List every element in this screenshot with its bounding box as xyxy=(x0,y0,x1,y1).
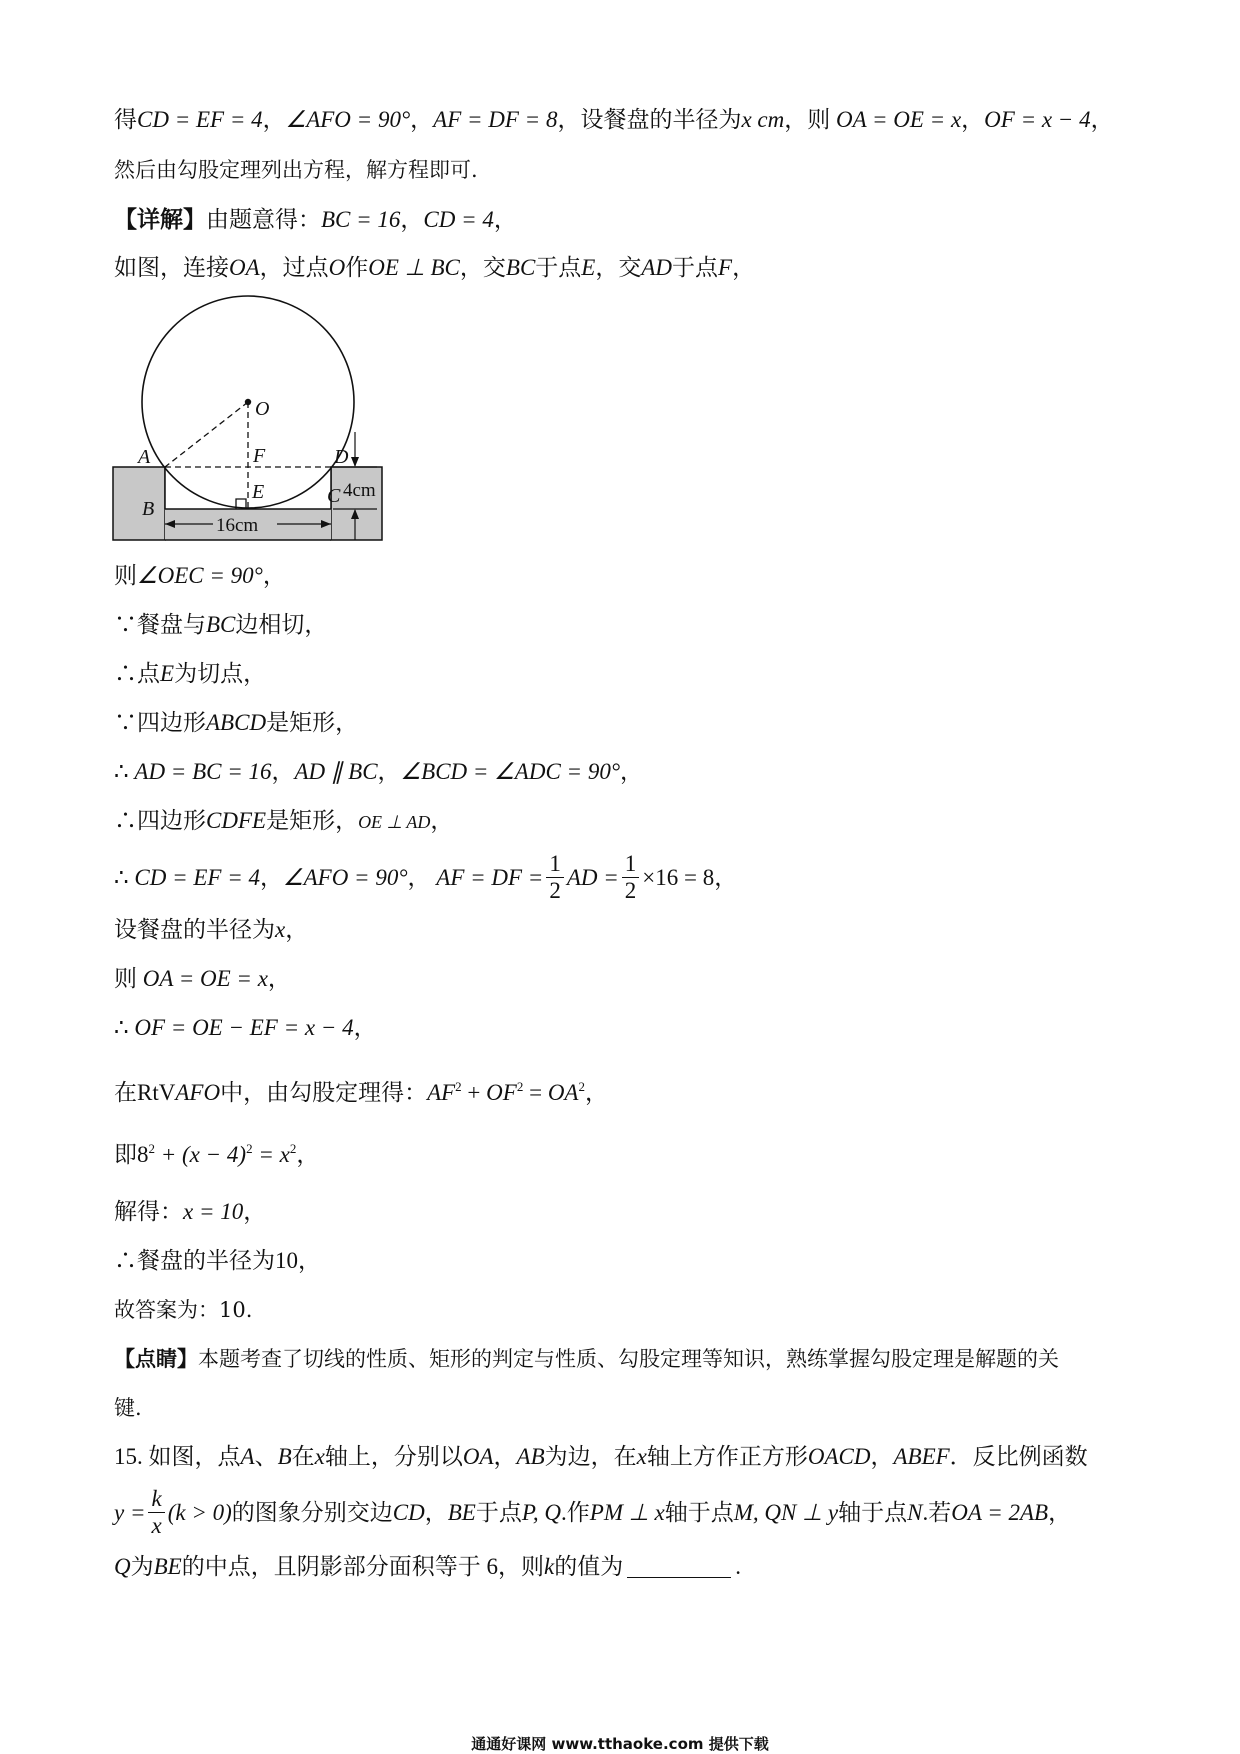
center-point xyxy=(245,399,251,405)
dim-width-label: 16cm xyxy=(216,515,259,536)
question-15-line: 15. 如图，点A、B在x轴上，分别以OA，AB为边，在x轴上方作正方形OACD，ABEF．反比例函数 xyxy=(114,1444,1088,1469)
text-line: 即$8^2 + (x - 4)^2 = x^2$， xyxy=(114,1141,320,1167)
tray-left-block xyxy=(113,467,165,540)
page-footer: 通通好课网 www.tthaoke.com 提供下载 xyxy=(471,1735,769,1753)
label-a: A xyxy=(138,446,151,468)
label-e: E xyxy=(252,481,265,503)
text-line: 故答案为：10. xyxy=(114,1298,253,1322)
text-line: ∴餐盘的半径为10， xyxy=(114,1248,321,1273)
text-line: 在RtVAFO中，由勾股定理得：$AF^2 + OF^2 = OA^2$， xyxy=(114,1079,608,1105)
text-line: ∴四边形CDFE是矩形，OE ⊥ AD， xyxy=(114,808,454,833)
text-line: 然后由勾股定理列出方程，解方程即可. xyxy=(114,158,478,182)
text-line: 解得：x = 10， xyxy=(114,1199,267,1224)
text-line: ∵四边形ABCD是矩形， xyxy=(114,710,359,735)
label-c: C xyxy=(327,485,341,507)
label-f: F xyxy=(253,445,266,467)
text-line: ∵餐盘与BC边相切， xyxy=(114,612,328,637)
text-line: 则∠OEC = 90°， xyxy=(114,563,286,588)
label-b: B xyxy=(142,498,155,520)
text-line: ∴ CD = EF = 4，∠AFO = 90°， AF = DF = $\frac{1}{2}$ AD = $\frac{1}{2}$ ×16 = 8， xyxy=(114,851,738,904)
fraction-k-over-x: $\frac{k}{x}$ xyxy=(148,1486,164,1539)
section-tag-detail: 【详解】 xyxy=(114,207,206,232)
question-number: 15. xyxy=(114,1444,149,1469)
geometry-figure xyxy=(105,270,445,550)
text-line: 【详解】由题意得：BC = 16，CD = 4， xyxy=(114,207,517,232)
fraction-half: $\frac{1}{2}$ xyxy=(622,851,640,904)
answer-blank[interactable] xyxy=(627,1557,731,1578)
question-15-line: Q为BE的中点，且阴影部分面积等于 6，则k的值为 . xyxy=(114,1554,741,1579)
text-line: 如图，连接OA，过点O作OE ⊥ BC，交BC于点E，交AD于点F， xyxy=(114,255,756,280)
text-line: 设餐盘的半径为x， xyxy=(114,917,309,942)
text-line: ∴点E为切点， xyxy=(114,661,267,686)
dim-height-label: 4cm xyxy=(343,480,376,501)
segment-oa xyxy=(165,402,248,467)
label-o: O xyxy=(255,398,270,420)
label-d: D xyxy=(334,446,349,468)
text-line: ∴ OF = OE − EF = x − 4， xyxy=(114,1015,377,1040)
question-15-line: y = $\frac{k}{x}$ (k > 0)的图象分别交边CD，BE于点P, Q.作PM ⊥ x轴于点M, QN ⊥ y轴于点N.若OA = 2AB， xyxy=(114,1486,1072,1539)
text-line: 则 OA = OE = x， xyxy=(114,966,291,991)
text-line: 得CD = EF = 4，∠AFO = 90°，AF = DF = 8，设餐盘的半径为x cm，则 OA = OE = x，OF = x − 4， xyxy=(114,107,1114,132)
section-tag-comment: 【点睛】 xyxy=(114,1346,198,1371)
fraction-half: $\frac{1}{2}$ xyxy=(546,851,564,904)
text-line: 键. xyxy=(114,1396,142,1420)
text-line: 【点睛】本题考查了切线的性质、矩形的判定与性质、勾股定理等知识，熟练掌握勾股定理是解题的关 xyxy=(114,1346,1059,1371)
text-line: ∴ AD = BC = 16，AD ∥ BC，∠BCD = ∠ADC = 90°， xyxy=(114,759,644,784)
